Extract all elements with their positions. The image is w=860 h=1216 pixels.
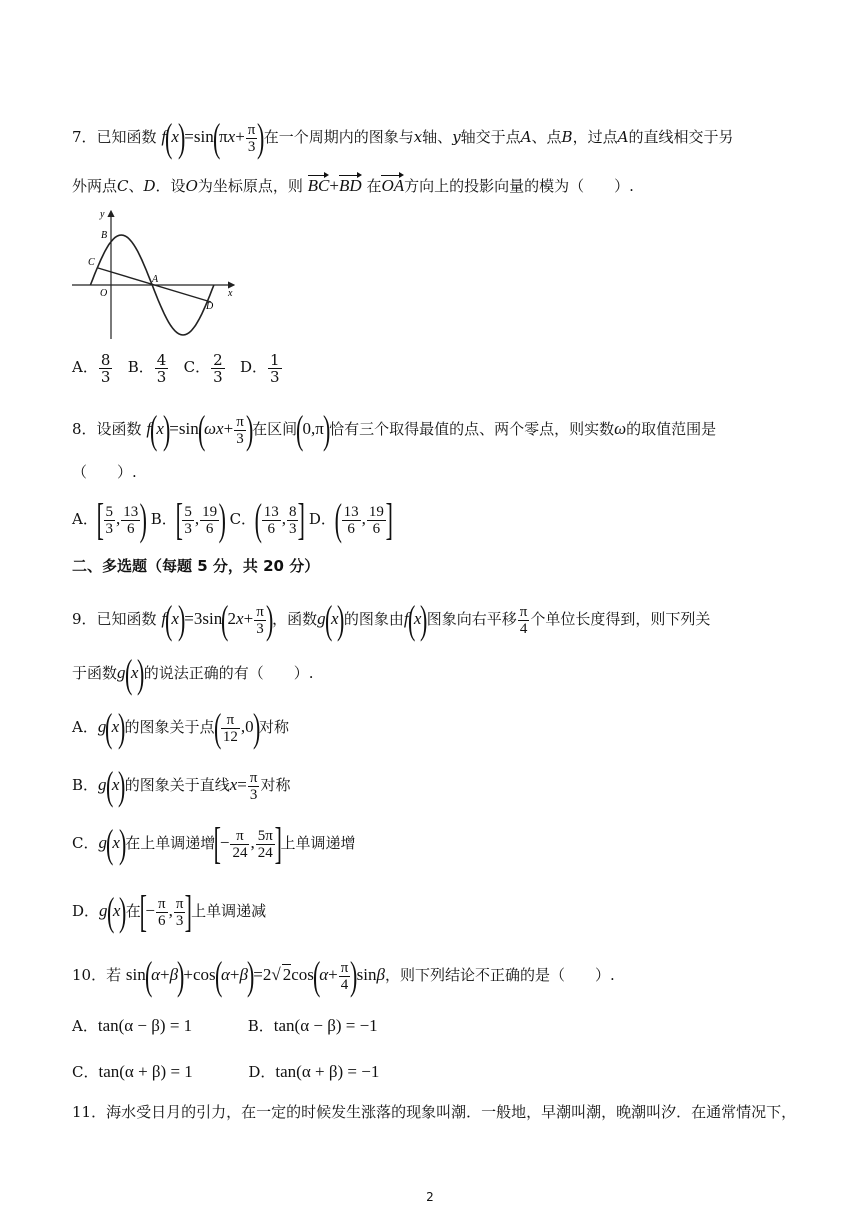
q7-sep: 、	[128, 177, 144, 195]
q7-text-8: 外两点	[72, 177, 118, 195]
q9-text-2: ，函数	[272, 609, 318, 628]
q7-vector-bc: BC	[307, 176, 330, 195]
q8-options	[72, 495, 860, 544]
q9-line1	[72, 597, 860, 642]
q7-vector-expr	[308, 176, 362, 195]
q7-vector-bd: BD	[339, 176, 362, 195]
q8-option-c[interactable]: C．( $\frac{13}{6}$ , $\frac{8}{3}$ ]	[229, 495, 306, 544]
q10-text-2: ，则下列结论不正确的是（ ）.	[384, 965, 615, 984]
q7-number: 7．	[72, 127, 97, 146]
q7-point-d: D	[143, 177, 156, 195]
q10-number: 10．	[72, 965, 107, 984]
q7-sine-graph	[68, 205, 240, 343]
q7-point-b: B	[561, 127, 573, 146]
q9-text-1: 已知函数	[96, 609, 157, 628]
q7-options	[72, 350, 860, 385]
q10-option-b[interactable]: B．tan(α − β) = −1	[247, 1016, 378, 1035]
q7-text-7: 的直线相交于另	[628, 127, 734, 146]
q11-line1: 11．海水受日月的引力，在一定的时候发生涨落的现象叫潮．一般地，早潮叫潮，晚潮叫汐．在通常情况下，	[72, 1103, 797, 1121]
q9-option-a[interactable]: A．g(x)的图象关于点( $\frac{\pi}{12}$ ,0)对称	[72, 705, 289, 750]
q7-text-10: 为坐标原点，则	[197, 177, 303, 195]
q7-graph-label-o: O	[100, 288, 108, 299]
q9-shift: $\frac{\pi}{4}$	[519, 603, 528, 637]
q9-gx: g(x)	[317, 597, 345, 642]
q8-text-4: 的取值范围是	[626, 419, 717, 438]
q7-text-12: 方向上的投影向量的模为（ ）.	[404, 177, 634, 195]
q9-text-5: 个单位长度得到，则下列关	[530, 609, 711, 628]
q9-text-6: 于函数	[72, 663, 118, 682]
q7-text-6: ，过点	[572, 127, 618, 146]
q10-option-c[interactable]: C．tan(α + β) = 1	[72, 1062, 193, 1081]
q7-function-formula: f(x)=sin(πx+ $\frac{\pi}{3}$ )	[161, 115, 265, 160]
q9-option-c[interactable]: C．g(x)在上单调递增[− $\frac{\pi}{24}$ , $\frac{5\pi}{24}$ ]上单调递增	[72, 819, 356, 868]
q7-graph-label-a: A	[152, 274, 159, 285]
q7-text-5: 、点	[531, 127, 562, 146]
q7-graph-label-x: x	[228, 288, 233, 299]
q7-text-9: ．设	[155, 177, 186, 195]
q8-text-1: 设函数	[96, 419, 142, 438]
q7-option-a[interactable]: A． $\frac{8}{3}$	[72, 350, 111, 386]
q8-line1	[72, 407, 860, 452]
q7-graph-label-b: B	[101, 230, 108, 241]
q8-line2: （ ）.	[72, 463, 137, 481]
q10-line1	[72, 953, 860, 998]
q7-graph-label-d: D	[206, 301, 214, 312]
q7-x-var: x	[413, 127, 423, 146]
q9-function-f: f(x)=3sin(2x+ $\frac{\pi}{3}$ )	[161, 597, 274, 642]
q9-text-7: 的说法正确的有（ ）.	[143, 663, 314, 682]
q7-y-var: y	[452, 127, 461, 146]
q7-option-c[interactable]: C． $\frac{2}{3}$	[183, 350, 223, 386]
q7-graph-label-c: C	[88, 257, 95, 268]
q9-line2	[72, 651, 860, 696]
q7-text-4: 轴交于点	[460, 127, 521, 146]
q7-line2	[72, 176, 860, 196]
q8-omega: ω	[614, 418, 627, 438]
q8-text-3: 恰有三个取得最值的点、两个零点，则实数	[329, 419, 615, 438]
q7-text-3: 轴、	[422, 127, 453, 146]
q9-option-b[interactable]: B．g(x)的图象关于直线x= $\frac{\pi}{3}$ 对称	[72, 763, 291, 808]
q7-point-a-2: A	[617, 127, 629, 146]
q9-text-3: 的图象由	[343, 609, 404, 628]
q8-option-a[interactable]: A．[ $\frac{5}{3}$ , $\frac{13}{6}$ )	[72, 495, 148, 544]
q7-point-a: A	[520, 127, 532, 146]
q10-options-cd	[72, 1062, 860, 1082]
q7-option-d[interactable]: D． $\frac{1}{3}$	[239, 350, 280, 386]
section-2-header: 二、多选题（每题 5 分，共 20 分）	[72, 557, 320, 575]
q10-text-1: 若	[106, 965, 122, 984]
q7-point-o: O	[185, 177, 198, 195]
q8-text-2: 在区间	[252, 419, 298, 438]
q8-option-b[interactable]: B．[ $\frac{5}{3}$ , $\frac{19}{6}$ )	[150, 495, 227, 544]
q7-text-2: 在一个周期内的图象与	[263, 127, 414, 146]
q9-number: 9．	[72, 609, 97, 628]
q9-text-4: 图象向右平移	[426, 609, 517, 628]
q10-options-ab	[72, 1016, 860, 1036]
q8-function-formula: f(x)=sin(ωx+ $\frac{\pi}{3}$ )	[146, 407, 254, 452]
q7-plus: +	[329, 176, 339, 195]
q10-equation: sin(α+β)+cos(α+β)=2√ 2cos(α+ $\frac{\pi}{4}$ )sinβ	[125, 953, 385, 998]
page-number: 2	[426, 1190, 434, 1204]
q8-interval: (0,π)	[296, 407, 331, 452]
q9-fx: f(x)	[403, 597, 428, 642]
q8-option-d[interactable]: D．( $\frac{13}{6}$ , $\frac{19}{6}$ ]	[308, 495, 393, 544]
q7-text-11: 在	[366, 177, 382, 195]
q8-number: 8．	[72, 419, 97, 438]
q7-point-c: C	[117, 177, 129, 195]
q9-gx-2: g(x)	[117, 651, 145, 696]
q7-line1	[72, 115, 860, 160]
q10-option-a[interactable]: A．tan(α − β) = 1	[72, 1016, 193, 1035]
q10-option-d[interactable]: D．tan(α + β) = −1	[248, 1062, 380, 1081]
q7-text-1: 已知函数	[96, 127, 157, 146]
q7-graph-label-y: y	[100, 209, 105, 220]
q7-vector-oa: OA	[381, 176, 405, 195]
q7-option-b[interactable]: B． $\frac{4}{3}$	[127, 350, 167, 386]
q9-option-d[interactable]: D．g(x)在[− $\frac{\pi}{6}$ , $\frac{\pi}{3}$ ]上单调递减	[72, 887, 267, 936]
